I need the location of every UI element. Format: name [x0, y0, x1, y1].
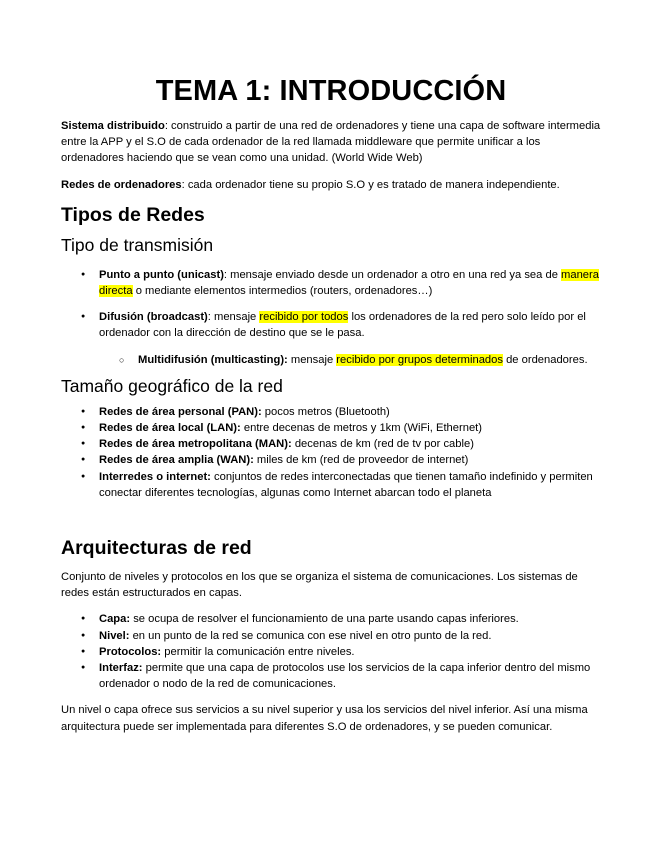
list-item [61, 644, 601, 660]
document-page [61, 72, 601, 735]
term: Protocolos: [99, 645, 162, 658]
list-item [61, 452, 601, 468]
list-item [61, 660, 601, 692]
text: de ordenadores. [502, 353, 588, 366]
text: se ocupa de resolver el funcionamiento de una parte usando capas inferiores. [130, 613, 519, 626]
list-item [61, 352, 601, 368]
term: Nivel: [99, 629, 130, 642]
highlight: manera directa [99, 268, 599, 298]
term: Interredes o internet: [99, 470, 211, 483]
term: Punto a punto (unicast) [99, 268, 224, 281]
term: Redes de área local (LAN): [99, 422, 241, 435]
text: decenas de km (red de tv por cable) [291, 438, 474, 451]
heading-tipos-de-redes: Tipos de Redes [61, 203, 205, 226]
text: : mensaje enviado desde un ordenador a otro en una red ya sea de [223, 268, 562, 281]
list-item [61, 267, 601, 299]
paragraph-arquitecturas-intro: Conjunto de niveles y protocolos en los que se organiza el sistema de comunicaciones. Los sistemas de redes están estructurados en capas. [61, 571, 578, 600]
text: mensaje [287, 353, 337, 366]
term: Redes de ordenadores [61, 178, 182, 191]
list-item [61, 309, 601, 341]
heading-tamano-geografico: Tamaño geográfico de la red [61, 375, 283, 396]
term: Redes de área personal (PAN): [99, 405, 262, 418]
text: entre decenas de metros y 1km (WiFi, Ethernet) [240, 422, 483, 435]
text: miles de km (red de proveedor de internet) [253, 454, 469, 467]
list-item [61, 628, 601, 644]
paragraph-sistema-distribuido [61, 118, 601, 167]
term: Multidifusión (multicasting): [138, 353, 288, 366]
term: Interfaz: [99, 662, 143, 675]
highlight: recibido por todos [259, 311, 349, 324]
architecture-list [61, 611, 601, 692]
term: Sistema distribuido [61, 120, 165, 132]
multicast-sublist [61, 352, 601, 368]
transmission-list [61, 267, 601, 342]
text: : mensaje [207, 311, 260, 324]
highlight: recibido por grupos determinados [336, 353, 503, 366]
text: o mediante elementos intermedios (routers, ordenadores…) [132, 285, 433, 298]
paragraph-closing: Un nivel o capa ofrece sus servicios a su nivel superior y usa los servicios del nivel inferior. Así una misma arquitectura puede ser implementada para diferentes S.O de ordenadores, y se pueden comunicar. [61, 704, 588, 733]
size-list [61, 404, 601, 501]
text: conjuntos de redes interconectadas que tienen tamaño indefinido y permiten conectar diferentes tecnologías, algunas como Internet abarcan todo el planeta [99, 470, 593, 499]
term: Capa: [99, 613, 131, 626]
list-item [61, 404, 601, 420]
page-title: TEMA 1: INTRODUCCIÓN [155, 75, 507, 107]
paragraph-redes-ordenadores [61, 177, 601, 193]
list-item [61, 611, 601, 627]
definition: : cada ordenador tiene su propio S.O y es tratado de manera independiente. [181, 178, 560, 191]
text: en un punto de la red se comunica con ese nivel en otro punto de la red. [129, 629, 492, 642]
term: Difusión (broadcast) [99, 311, 208, 324]
text: permite que una capa de protocolos use los servicios de la capa inferior dentro del mismo ordenador o nodo de la red de comunicaciones. [99, 662, 591, 691]
text: pocos metros (Bluetooth) [261, 405, 390, 418]
definition: : construido a partir de una red de ordenadores y tiene una capa de software intermedia entre la APP y el S.O de cada ordenador de la red llamada middleware que permite unificar a los ordenadores haciendo que se vean como una unidad. (World Wide Web) [61, 120, 601, 165]
list-item [61, 469, 601, 501]
term: Redes de área amplia (WAN): [99, 454, 254, 467]
heading-arquitecturas-de-red: Arquitecturas de red [61, 537, 252, 560]
text: permitir la comunicación entre niveles. [161, 645, 355, 658]
list-item [61, 436, 601, 452]
heading-tipo-transmision: Tipo de transmisión [61, 234, 214, 255]
list-item [61, 420, 601, 436]
text: los ordenadores de la red pero solo leído por el ordenador con la dirección de destino que se le pasa. [99, 311, 586, 340]
term: Redes de área metropolitana (MAN): [99, 438, 292, 451]
